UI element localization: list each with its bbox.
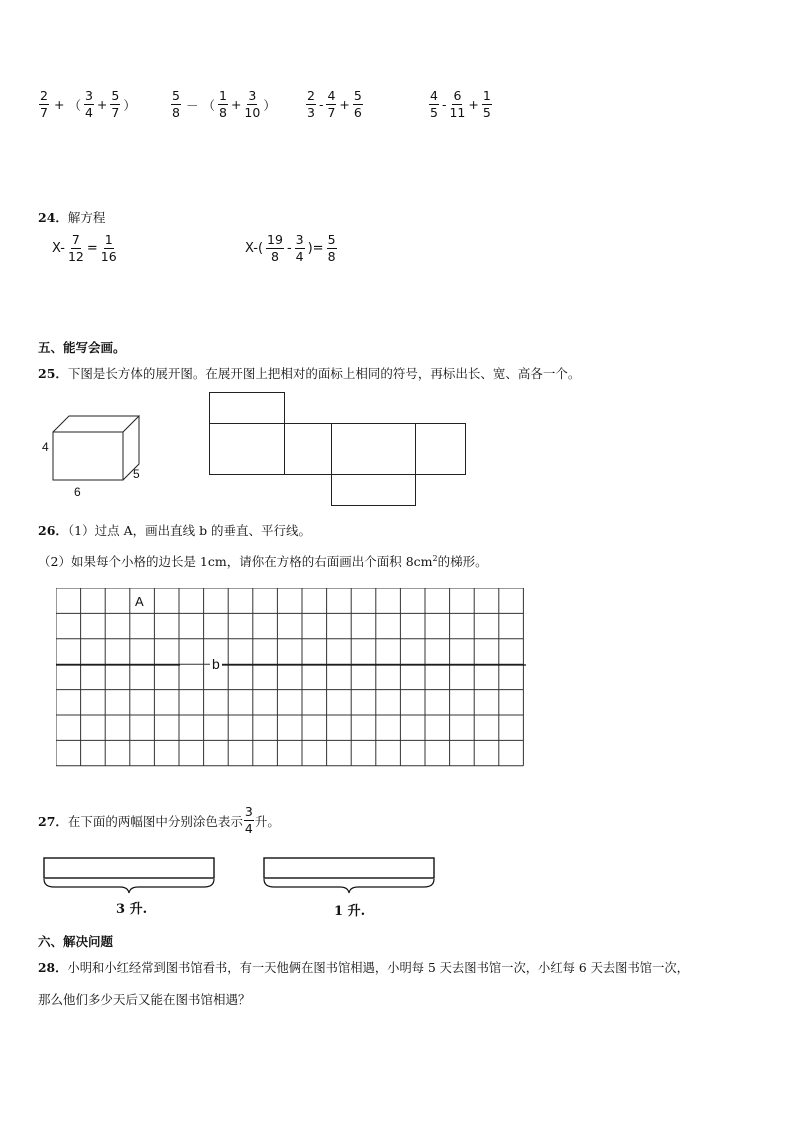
point-a-label: A <box>135 594 144 609</box>
q26-part2: （2）如果每个小格的边长是 1cm，请你在方格的右面画出个面积 $8cm^2$的梯形。 <box>38 553 488 569</box>
q24-number: 24． <box>38 210 68 225</box>
brace-1 <box>44 879 214 893</box>
equation-2: X-( $\frac{19}{8}$ - $\frac{3}{4}$ )= $\frac{5}{8}$ <box>245 232 336 264</box>
equation-1: X- $\frac{7}{12}$ = $\frac{1}{16}$ <box>52 232 117 264</box>
bar2-label: 1 升. <box>334 904 366 919</box>
calc-expression-1: $\frac{2}{7}$ + （ $\frac{3}{4}$ + $\frac{5}{7}$ ） <box>40 88 136 120</box>
cuboid-top-face <box>53 416 139 432</box>
calc-expression-3: $\frac{2}{3}$ - $\frac{4}{7}$ + $\frac{5}{6}$ <box>307 88 362 120</box>
q28-line2: 那么他们多少天后又能在图书馆相遇？ <box>38 992 251 1007</box>
brace-2 <box>264 879 434 893</box>
net-face-side-2[interactable] <box>415 423 466 475</box>
capacity-bar-2[interactable] <box>260 855 440 899</box>
net-face-center[interactable] <box>331 423 416 475</box>
net-face-top[interactable] <box>209 392 285 424</box>
q27-fraction: $\frac{3}{4}$ <box>244 804 253 836</box>
section-6-title: 六、解决问题 <box>38 934 114 949</box>
net-face-left[interactable] <box>209 423 285 475</box>
line-b-label: b <box>212 656 220 672</box>
q24-title: 解方程 <box>67 210 106 225</box>
grid-paper[interactable] <box>56 588 528 768</box>
q26-part1: 26．（1）过点 A，画出直线 b 的垂直、平行线。 <box>38 523 312 538</box>
cuboid-length-label: 6 <box>74 485 81 499</box>
calc-expression-4: $\frac{4}{5}$ - $\frac{6}{11}$ + $\frac{1}{5}$ <box>430 88 491 120</box>
calc-expression-2: $\frac{5}{8}$ － （ $\frac{1}{8}$ + $\frac{3}{10}$ ） <box>172 88 276 120</box>
cuboid-height-label: 4 <box>42 440 49 454</box>
cuboid-width-label: 5 <box>133 467 140 481</box>
bar1-label: 3 升. <box>116 902 148 917</box>
q27-text: 27． 在下面的两幅图中分别涂色表示 $\frac{3}{4}$ 升。 <box>38 804 280 836</box>
cuboid-figure <box>36 410 146 502</box>
net-face-side-1[interactable] <box>284 423 332 475</box>
net-face-bottom[interactable] <box>331 474 416 506</box>
cuboid-front-face <box>53 432 123 480</box>
capacity-bar-1[interactable] <box>40 855 220 899</box>
q28-line1: 28．小明和小红经常到图书馆看书，有一天他俩在图书馆相遇，小明每 5 天去图书馆一次，小红每 6 天去图书馆一次， <box>38 960 689 975</box>
q25-text: 25．下图是长方体的展开图。在展开图上把相对的面标上相同的符号，再标出长、宽、高各一个。 <box>38 366 581 381</box>
section-5-title: 五、能写会画。 <box>38 340 126 355</box>
q24-heading <box>38 208 105 226</box>
